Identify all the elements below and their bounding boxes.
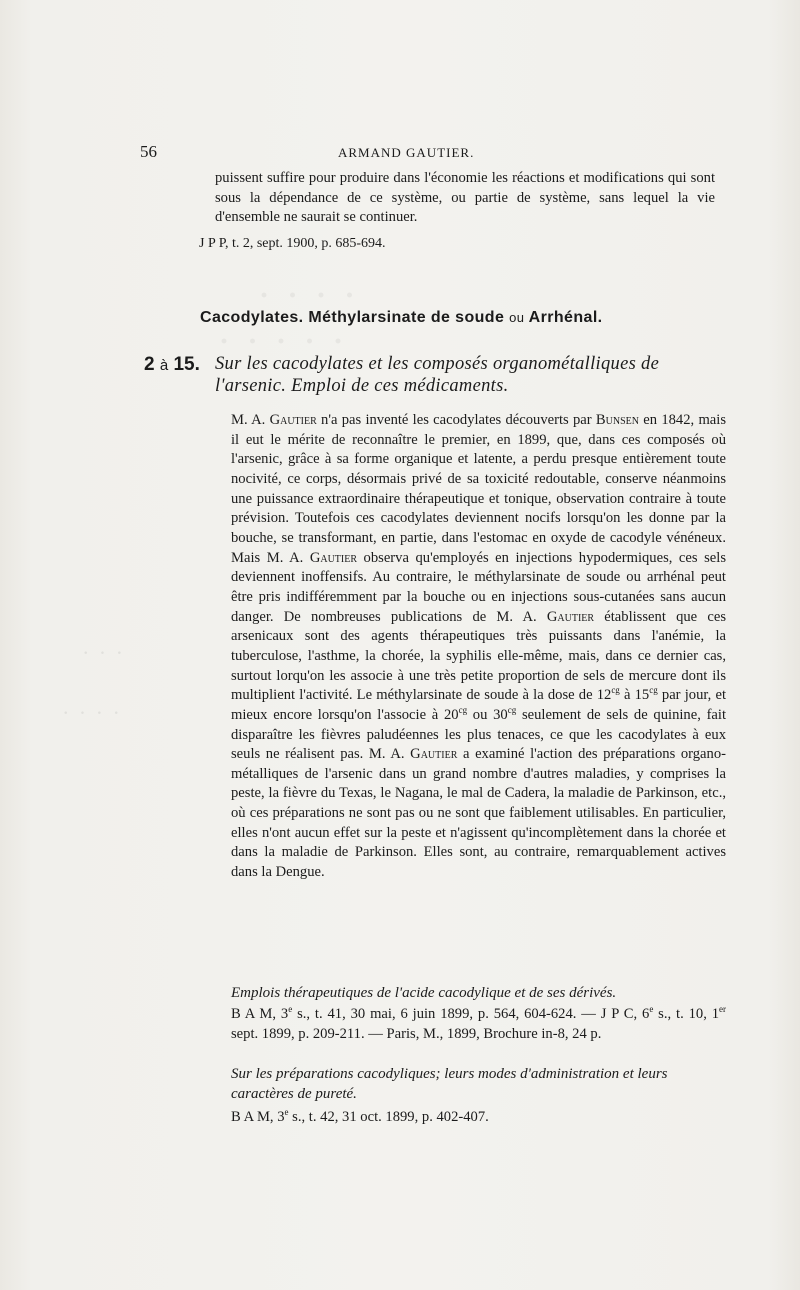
subentry-reference: [231, 1108, 726, 1128]
body-text-run: à 15: [619, 687, 650, 704]
running-head: ARMAND GAUTIER.: [338, 145, 475, 160]
section-heading-connector: ou: [509, 310, 525, 325]
body-text-run: ou 30: [467, 706, 508, 723]
reference-text: sept. 1899, p. 209-211. — Paris, M., 1899, Brochure in-8, 24 p.: [231, 1025, 602, 1042]
unit-superscript: cg: [507, 704, 517, 715]
section-heading-end: Arrhénal.: [528, 309, 603, 326]
reference-superscript: e: [288, 1004, 293, 1015]
body-text-run: n'a pas inventé les cacodylates découverts par: [316, 412, 596, 428]
page-number: 56: [140, 142, 157, 161]
author-name: Bunsen: [595, 412, 639, 428]
unit-superscript: cg: [611, 685, 620, 696]
intro-paragraph: puissent suffire pour produire dans l'économie les réactions et modifications qui sont sous la dépendance de ce système, ou partie de système, sans lequel la vie d'ensemble ne saurait se continuer.: [215, 170, 715, 226]
body-text-run: en 1842, mais il eut le mérite de reconnaître le premier, en 1899, que, dans ces composés où l'arsenic, grâce à sa forme organique et latente, a perdu presque entièrement toute nocivité, ce corps, désormais privé de sa toxicité redoutable, conserve néanmoins une puissance extraordinaire thérapeutique et tonique, observation contraire à toute prévision. Toutefois ces cacodylates deviennent nocifs lorsqu'on les donne par la bouche, se transformant, en partie, dans l'estomac en oxyde de cacodyle vénéneux. Mais M. A.: [231, 412, 727, 566]
author-name: Gautier: [269, 412, 317, 428]
reference-text: s., t. 10, 1: [653, 1006, 720, 1022]
unit-superscript: cg: [649, 685, 658, 696]
subentry-reference: [231, 1005, 726, 1044]
subentry-title: Sur les préparations cacodyliques; leurs modes d'administration et leurs caractères de pureté.: [231, 1066, 668, 1102]
bleed-through-mark: · · · ·: [60, 700, 120, 725]
reference-text: B A M, 3: [231, 1109, 285, 1125]
reference-text: s., t. 41, 30 mai, 6 juin 1899, p. 564, 604-624. — J P C, 6: [292, 1006, 650, 1022]
reference-text: B A M, 3: [231, 1006, 289, 1022]
intro-reference: J P P, t. 2, sept. 1900, p. 685-694.: [199, 236, 386, 251]
body-text-run: par jour, et mieux encore lorsqu'on l'associe à 20: [231, 687, 726, 723]
reference-superscript: e: [284, 1107, 289, 1118]
entry-number-connector: à: [159, 357, 169, 374]
body-text-run: observa qu'employés en injections hypodermiques, ces sels deviennent inoffensifs. Au contraire, le méthylarsinate de soude ou arrhénal peut être pris indifféremment par la bouche ou en injections sous-cutanées sans aucun danger. De nombreuses publications de M. A.: [231, 549, 726, 625]
body-text-run: M. A.: [231, 412, 270, 428]
entry-number-start: 2: [144, 354, 155, 375]
author-name: Gautier: [546, 608, 595, 625]
section-heading: [200, 309, 603, 327]
author-name: Gautier: [309, 549, 358, 566]
bleed-through-mark: · · · ·: [255, 273, 357, 319]
reference-superscript: er: [719, 1004, 727, 1015]
body-text-run: a examiné l'action des préparations organo-métalliques de l'arsenic dans un grand nombre d'autres maladies, y comprises la peste, la fièvre du Texas, le Nagana, le mal de Cadera, la maladie de Parkinson, etc., où ces préparations ne sont pas ou ne sont que faiblement utilisables. En particulier, elles n'ont aucun effet sur la peste et n'agissent qu'incomplètement dans la chorée et dans la maladie de Parkinson. Elles sont, au contraire, remarquablement actives dans la Dengue.: [231, 746, 726, 881]
section-heading-main: Cacodylates. Méthylarsinate de soude: [200, 309, 505, 326]
author-name: Gautier: [410, 746, 458, 763]
entry-body: [231, 411, 726, 883]
reference-superscript: e: [649, 1004, 654, 1015]
unit-superscript: cg: [458, 704, 468, 715]
body-text-run: seulement de sels de quinine, fait disparaître les fièvres paludéennes les plus tenaces, ce que les cacodylates à eux seuls ne réalisent pas. M. A.: [231, 706, 727, 763]
subentry-title: Emplois thérapeutiques de l'acide cacodylique et de ses dérivés.: [231, 985, 617, 1001]
entry-title: Sur les cacodylates et les composés organométalliques de l'arsenic. Emploi de ces médicaments.: [215, 354, 660, 396]
reference-text: s., t. 42, 31 oct. 1899, p. 402-407.: [288, 1109, 489, 1125]
entry-number-end: 15.: [173, 354, 200, 375]
body-text-run: établissent que ces arsenicaux sont des agents thérapeutiques très puissants dans l'anémie, la tuberculose, l'asthme, la chorée, la syphilis elle-même, mais, dans ce dernier cas, surtout lorqu'on les associe à une très petite proportion de sels de mercure dont ils multiplient l'activité. Le méthylarsinate de soude à la dose de 12: [231, 608, 726, 704]
bleed-through-mark: · · · · ·: [215, 319, 345, 365]
bleed-through-mark: · · ·: [80, 640, 123, 665]
entry-number: [144, 354, 200, 376]
